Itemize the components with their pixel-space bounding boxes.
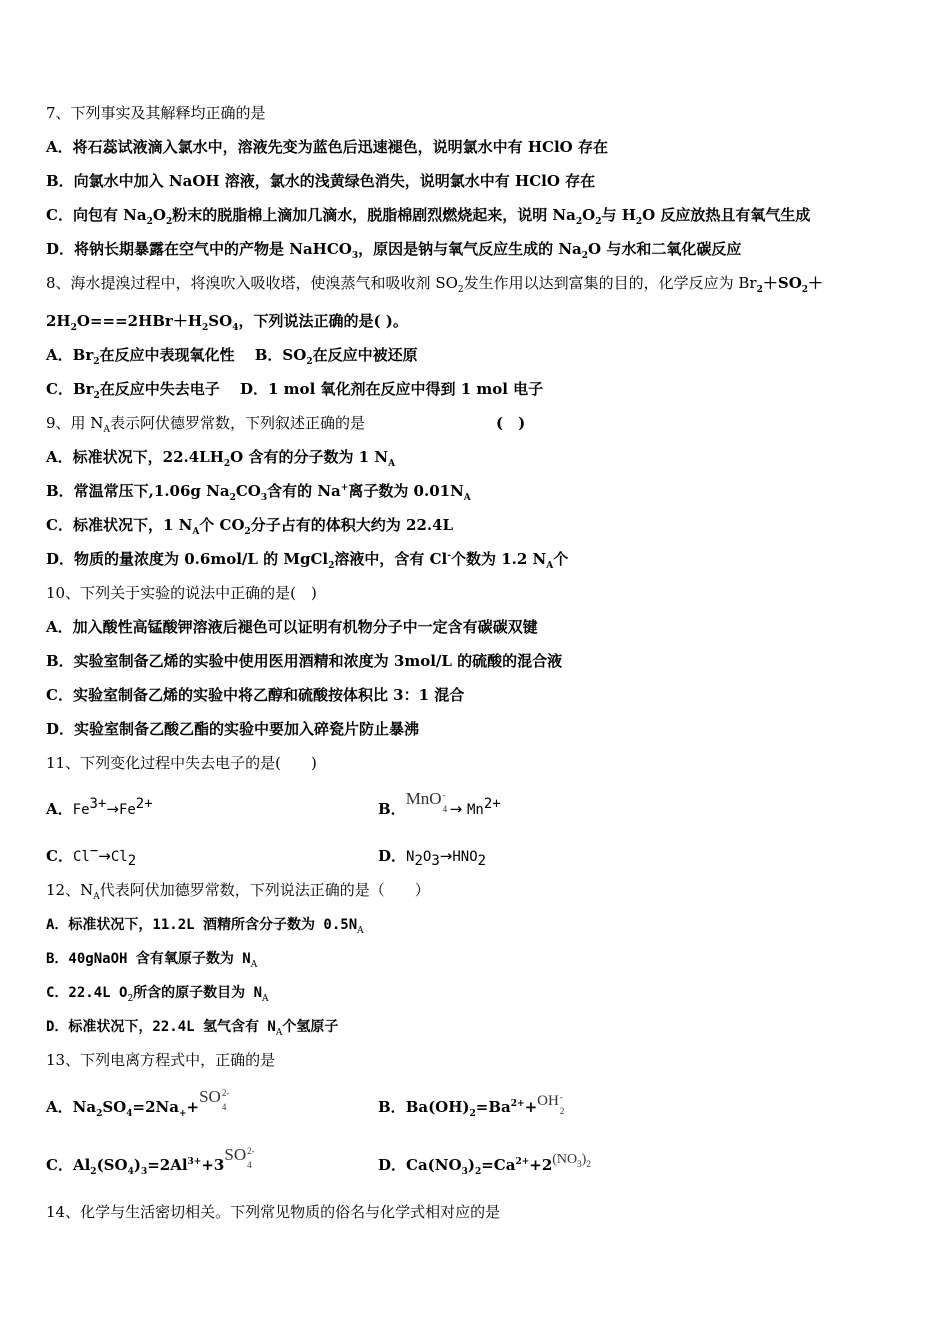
q12-option-c: C．22.4L $O_2$所含的原子数目为 $N_A$ (46, 985, 269, 1004)
nitrate-ion: $(NO_3)_2$ (552, 1152, 591, 1169)
q8-stem: 8、海水提溴过程中，将溴吹入吸收塔，使溴蒸气和吸收剂 $SO_2$发生作用以达到富集的目的，化学反应为 $Br_2+SO_2+$ (46, 274, 824, 295)
q13-stem: 13、下列电离方程式中，正确的是 (46, 1051, 276, 1069)
q7-option-a: A．将石蕊试液滴入氯水中，溶液先变为蓝色后迅速褪色，说明氯水中有 HClO 存在 (46, 138, 608, 156)
q10-option-d: D．实验室制备乙酸乙酯的实验中要加入碎瓷片防止暴沸 (46, 720, 420, 738)
q9-stem: 9、用 $N_A$表示阿伏德罗常数，下列叙述正确的是 (46, 414, 365, 435)
q13-option-c: C．$Al_2(SO_4)_3=2Al^{3+}+3SO$ 2- 4 (46, 1145, 255, 1177)
q9-answer-paren: ( ) (496, 414, 526, 432)
q10-option-c: C．实验室制备乙烯的实验中将乙醇和硫酸按体积比 3：1 混合 (46, 686, 465, 704)
q10-option-a: A．加入酸性高锰酸钾溶液后褪色可以证明有机物分子中一定含有碳碳双键 (46, 618, 538, 636)
sulfate-ion: SO 2- 4 (224, 1145, 255, 1170)
q12-option-b: B．40gNaOH 含有氧原子数为 $N_A$ (46, 951, 258, 970)
q12-option-d: D．标准状况下，22.4L 氢气含有 $N_A$个氢原子 (46, 1019, 339, 1038)
q8-stem-line2: $2H_2O===2HBr+H_2SO_4$，下列说法正确的是( )。 (46, 312, 408, 333)
q7-option-d: D．将钠长期暴露在空气中的产物是 NaHCO$_3$，原因是钠与氧气反应生成的 $Na_2O$ 与水和二氧化碳反应 (46, 240, 742, 261)
q13-option-d: D．$Ca(NO_3)_2=Ca^{2+}+2(NO_3)_2$ (378, 1152, 591, 1177)
q8-option-ab: A．$Br_2$在反应中表现氧化性 B．$SO_2$在反应中被还原 (46, 346, 418, 367)
q13-option-a: A．$Na_2SO_4=2Na_++SO$ 2- 4 (46, 1087, 230, 1119)
q10-stem: 10、下列关于实验的说法中正确的是( ) (46, 584, 317, 602)
q11-option-d: D．$N_2O_3\to HNO_2$ (378, 847, 487, 869)
q11-option-b: B．MnO - 4 → $Mn^{2+}$ (378, 789, 501, 818)
q7-stem: 7、下列事实及其解释均正确的是 (46, 104, 266, 122)
q7-option-b: B．向氯水中加入 NaOH 溶液，氯水的浅黄绿色消失，说明氯水中有 HClO 存在 (46, 172, 596, 190)
q9-option-d: D．物质的量浓度为 0.6mol/L 的 MgCl$_2$溶液中，含有 Cl-个数为 1.2 $N_A$个 (46, 550, 569, 571)
q7-option-c: C．向包有 $Na_2O_2$粉末的脱脂棉上滴加几滴水，脱脂棉剧烈燃烧起来，说明 $Na_2O_2$与 $H_2O$ 反应放热且有氧气生成 (46, 206, 811, 227)
q11-option-c: C．$Cl^-\to Cl_2$ (46, 843, 137, 869)
q12-option-a: A．标准状况下，11.2L 酒精所含分子数为 $0.5N_A$ (46, 917, 364, 936)
q9-option-c: C．标准状况下，1 $N_A$个 $CO_2$分子占有的体积大约为 22.4L (46, 516, 454, 537)
q14-stem: 14、化学与生活密切相关。下列常见物质的俗名与化学式相对应的是 (46, 1203, 501, 1221)
permanganate-ion: MnO - 4 (405, 789, 448, 814)
q9-option-b: B．常温常压下,1.06g $Na_2CO_3$含有的 Na+离子数为 $0.01N_A$ (46, 482, 471, 503)
q11-stem: 11、下列变化过程中失去电子的是( ) (46, 754, 317, 772)
hydroxide-ion: OH - 2 (537, 1092, 565, 1116)
q8-option-cd: C．$Br_2$在反应中失去电子 D．1 mol 氧化剂在反应中得到 1 mol 电子 (46, 380, 544, 401)
q12-stem: 12、$N_A$代表阿伏加德罗常数，下列说法正确的是（ ） (46, 881, 430, 902)
q10-option-b: B．实验室制备乙烯的实验中使用医用酒精和浓度为 3mol/L 的硫酸的混合液 (46, 652, 563, 670)
q9-option-a: A．标准状况下，$22.4LH_2O$ 含有的分子数为 1 $N_A$ (46, 448, 396, 469)
q11-option-a: A．$Fe^{3+}\to Fe^{2+}$ (46, 796, 153, 818)
q13-option-b: B．$Ba(OH)_2=Ba^{2+}+OH$ - 2 (378, 1092, 565, 1119)
sulfate-ion: SO 2- 4 (199, 1087, 230, 1112)
